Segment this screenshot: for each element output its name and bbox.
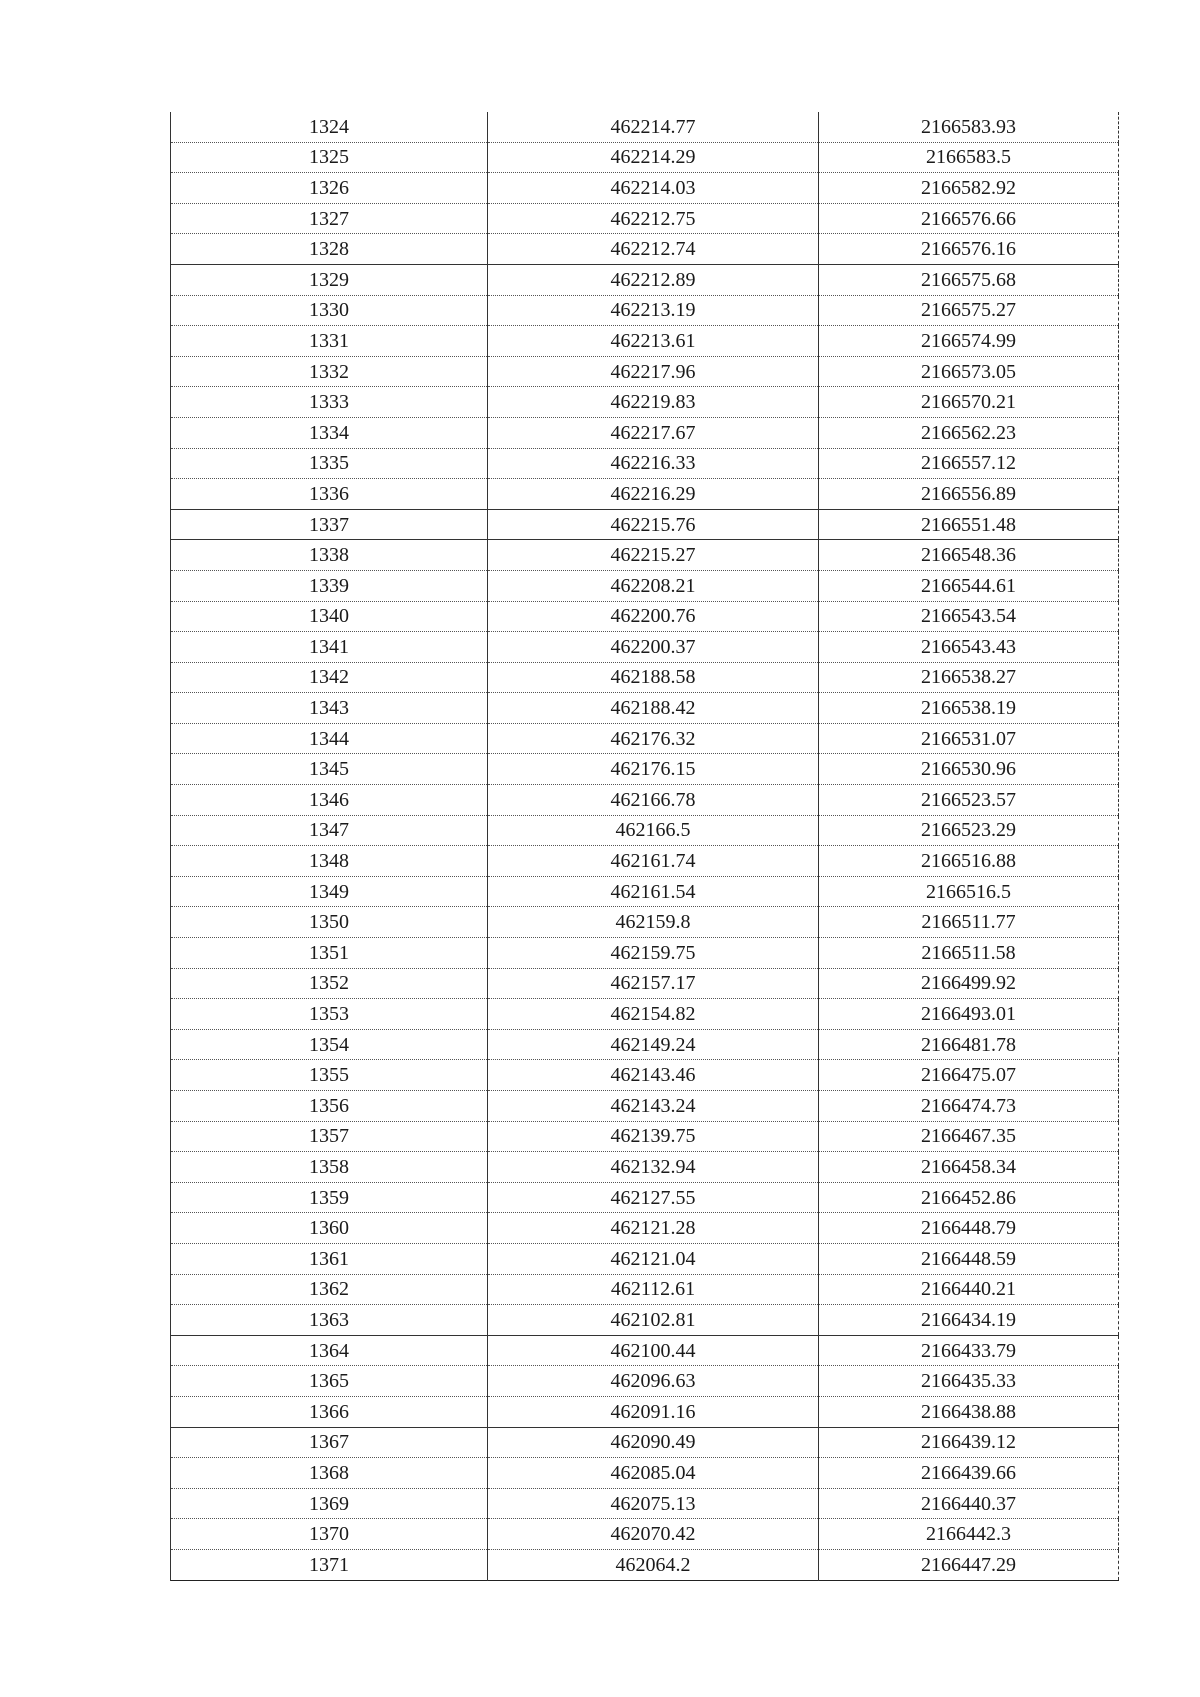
x-coordinate-cell: 462102.81 [488, 1305, 819, 1336]
x-coordinate-cell: 462143.46 [488, 1060, 819, 1091]
y-coordinate-cell: 2166575.27 [819, 295, 1119, 326]
point-number-cell: 1351 [171, 938, 488, 969]
x-coordinate-cell: 462213.61 [488, 326, 819, 357]
y-coordinate-cell: 2166435.33 [819, 1366, 1119, 1397]
y-coordinate-cell: 2166440.21 [819, 1274, 1119, 1305]
table-row [171, 1029, 1119, 1060]
table-row [171, 1366, 1119, 1397]
y-coordinate-cell: 2166538.27 [819, 662, 1119, 693]
x-coordinate-cell: 462188.58 [488, 662, 819, 693]
table-row [171, 326, 1119, 357]
coordinates-table-body [171, 112, 1119, 1580]
point-number-cell: 1324 [171, 112, 488, 142]
y-coordinate-cell: 2166557.12 [819, 448, 1119, 479]
point-number-cell: 1346 [171, 785, 488, 816]
y-coordinate-cell: 2166576.16 [819, 234, 1119, 265]
x-coordinate-cell: 462166.78 [488, 785, 819, 816]
x-coordinate-cell: 462070.42 [488, 1519, 819, 1550]
x-coordinate-cell: 462161.54 [488, 876, 819, 907]
point-number-cell: 1367 [171, 1427, 488, 1458]
y-coordinate-cell: 2166583.93 [819, 112, 1119, 142]
y-coordinate-cell: 2166439.12 [819, 1427, 1119, 1458]
point-number-cell: 1354 [171, 1029, 488, 1060]
table-row [171, 264, 1119, 295]
table-row [171, 1305, 1119, 1336]
point-number-cell: 1332 [171, 356, 488, 387]
y-coordinate-cell: 2166499.92 [819, 968, 1119, 999]
x-coordinate-cell: 462075.13 [488, 1488, 819, 1519]
point-number-cell: 1337 [171, 509, 488, 540]
y-coordinate-cell: 2166475.07 [819, 1060, 1119, 1091]
x-coordinate-cell: 462096.63 [488, 1366, 819, 1397]
point-number-cell: 1334 [171, 417, 488, 448]
point-number-cell: 1368 [171, 1458, 488, 1489]
y-coordinate-cell: 2166511.77 [819, 907, 1119, 938]
y-coordinate-cell: 2166556.89 [819, 479, 1119, 510]
y-coordinate-cell: 2166574.99 [819, 326, 1119, 357]
table-row [171, 968, 1119, 999]
table-row [171, 1274, 1119, 1305]
y-coordinate-cell: 2166433.79 [819, 1335, 1119, 1366]
point-number-cell: 1343 [171, 693, 488, 724]
y-coordinate-cell: 2166543.54 [819, 601, 1119, 632]
table-row [171, 1458, 1119, 1489]
point-number-cell: 1371 [171, 1549, 488, 1580]
y-coordinate-cell: 2166582.92 [819, 173, 1119, 204]
y-coordinate-cell: 2166452.86 [819, 1182, 1119, 1213]
point-number-cell: 1329 [171, 264, 488, 295]
x-coordinate-cell: 462143.24 [488, 1091, 819, 1122]
y-coordinate-cell: 2166548.36 [819, 540, 1119, 571]
point-number-cell: 1359 [171, 1182, 488, 1213]
table-row [171, 1335, 1119, 1366]
x-coordinate-cell: 462176.32 [488, 723, 819, 754]
table-row [171, 234, 1119, 265]
y-coordinate-cell: 2166516.88 [819, 846, 1119, 877]
table-row [171, 693, 1119, 724]
x-coordinate-cell: 462217.96 [488, 356, 819, 387]
x-coordinate-cell: 462091.16 [488, 1396, 819, 1427]
table-row [171, 387, 1119, 418]
point-number-cell: 1326 [171, 173, 488, 204]
x-coordinate-cell: 462217.67 [488, 417, 819, 448]
point-number-cell: 1327 [171, 203, 488, 234]
y-coordinate-cell: 2166562.23 [819, 417, 1119, 448]
point-number-cell: 1330 [171, 295, 488, 326]
table-row [171, 785, 1119, 816]
point-number-cell: 1335 [171, 448, 488, 479]
point-number-cell: 1355 [171, 1060, 488, 1091]
y-coordinate-cell: 2166438.88 [819, 1396, 1119, 1427]
point-number-cell: 1369 [171, 1488, 488, 1519]
y-coordinate-cell: 2166531.07 [819, 723, 1119, 754]
point-number-cell: 1340 [171, 601, 488, 632]
y-coordinate-cell: 2166544.61 [819, 570, 1119, 601]
y-coordinate-cell: 2166474.73 [819, 1091, 1119, 1122]
table-row [171, 356, 1119, 387]
point-number-cell: 1348 [171, 846, 488, 877]
table-row [171, 1243, 1119, 1274]
table-row [171, 632, 1119, 663]
y-coordinate-cell: 2166570.21 [819, 387, 1119, 418]
point-number-cell: 1328 [171, 234, 488, 265]
y-coordinate-cell: 2166442.3 [819, 1519, 1119, 1550]
y-coordinate-cell: 2166448.79 [819, 1213, 1119, 1244]
x-coordinate-cell: 462159.75 [488, 938, 819, 969]
table-row [171, 723, 1119, 754]
table-row [171, 1091, 1119, 1122]
y-coordinate-cell: 2166551.48 [819, 509, 1119, 540]
y-coordinate-cell: 2166530.96 [819, 754, 1119, 785]
table-row [171, 938, 1119, 969]
table-row [171, 203, 1119, 234]
x-coordinate-cell: 462100.44 [488, 1335, 819, 1366]
y-coordinate-cell: 2166467.35 [819, 1121, 1119, 1152]
x-coordinate-cell: 462149.24 [488, 1029, 819, 1060]
point-number-cell: 1339 [171, 570, 488, 601]
point-number-cell: 1356 [171, 1091, 488, 1122]
point-number-cell: 1325 [171, 142, 488, 173]
point-number-cell: 1347 [171, 815, 488, 846]
x-coordinate-cell: 462176.15 [488, 754, 819, 785]
x-coordinate-cell: 462166.5 [488, 815, 819, 846]
point-number-cell: 1360 [171, 1213, 488, 1244]
x-coordinate-cell: 462212.74 [488, 234, 819, 265]
table-row [171, 1213, 1119, 1244]
table-row [171, 1549, 1119, 1580]
table-row [171, 1152, 1119, 1183]
point-number-cell: 1344 [171, 723, 488, 754]
y-coordinate-cell: 2166573.05 [819, 356, 1119, 387]
table-row [171, 1427, 1119, 1458]
point-number-cell: 1357 [171, 1121, 488, 1152]
x-coordinate-cell: 462139.75 [488, 1121, 819, 1152]
x-coordinate-cell: 462154.82 [488, 999, 819, 1030]
x-coordinate-cell: 462213.19 [488, 295, 819, 326]
point-number-cell: 1365 [171, 1366, 488, 1397]
x-coordinate-cell: 462214.77 [488, 112, 819, 142]
y-coordinate-cell: 2166523.57 [819, 785, 1119, 816]
coordinates-table [170, 112, 1119, 1581]
y-coordinate-cell: 2166434.19 [819, 1305, 1119, 1336]
table-row [171, 907, 1119, 938]
x-coordinate-cell: 462188.42 [488, 693, 819, 724]
x-coordinate-cell: 462212.75 [488, 203, 819, 234]
x-coordinate-cell: 462208.21 [488, 570, 819, 601]
table-row [171, 479, 1119, 510]
point-number-cell: 1333 [171, 387, 488, 418]
point-number-cell: 1353 [171, 999, 488, 1030]
x-coordinate-cell: 462161.74 [488, 846, 819, 877]
table-row [171, 142, 1119, 173]
x-coordinate-cell: 462085.04 [488, 1458, 819, 1489]
y-coordinate-cell: 2166583.5 [819, 142, 1119, 173]
point-number-cell: 1364 [171, 1335, 488, 1366]
x-coordinate-cell: 462215.76 [488, 509, 819, 540]
table-row [171, 1519, 1119, 1550]
y-coordinate-cell: 2166493.01 [819, 999, 1119, 1030]
x-coordinate-cell: 462132.94 [488, 1152, 819, 1183]
y-coordinate-cell: 2166439.66 [819, 1458, 1119, 1489]
point-number-cell: 1336 [171, 479, 488, 510]
x-coordinate-cell: 462212.89 [488, 264, 819, 295]
y-coordinate-cell: 2166516.5 [819, 876, 1119, 907]
x-coordinate-cell: 462159.8 [488, 907, 819, 938]
y-coordinate-cell: 2166458.34 [819, 1152, 1119, 1183]
point-number-cell: 1331 [171, 326, 488, 357]
y-coordinate-cell: 2166440.37 [819, 1488, 1119, 1519]
point-number-cell: 1338 [171, 540, 488, 571]
table-row [171, 1121, 1119, 1152]
x-coordinate-cell: 462121.28 [488, 1213, 819, 1244]
table-row [171, 295, 1119, 326]
point-number-cell: 1342 [171, 662, 488, 693]
x-coordinate-cell: 462112.61 [488, 1274, 819, 1305]
x-coordinate-cell: 462216.29 [488, 479, 819, 510]
y-coordinate-cell: 2166447.29 [819, 1549, 1119, 1580]
y-coordinate-cell: 2166538.19 [819, 693, 1119, 724]
table-row [171, 173, 1119, 204]
y-coordinate-cell: 2166575.68 [819, 264, 1119, 295]
y-coordinate-cell: 2166511.58 [819, 938, 1119, 969]
point-number-cell: 1363 [171, 1305, 488, 1336]
table-row [171, 754, 1119, 785]
table-row [171, 662, 1119, 693]
point-number-cell: 1341 [171, 632, 488, 663]
x-coordinate-cell: 462200.76 [488, 601, 819, 632]
table-row [171, 1488, 1119, 1519]
y-coordinate-cell: 2166523.29 [819, 815, 1119, 846]
y-coordinate-cell: 2166448.59 [819, 1243, 1119, 1274]
table-row [171, 815, 1119, 846]
x-coordinate-cell: 462219.83 [488, 387, 819, 418]
x-coordinate-cell: 462216.33 [488, 448, 819, 479]
table-row [171, 999, 1119, 1030]
y-coordinate-cell: 2166576.66 [819, 203, 1119, 234]
point-number-cell: 1345 [171, 754, 488, 785]
x-coordinate-cell: 462090.49 [488, 1427, 819, 1458]
x-coordinate-cell: 462214.03 [488, 173, 819, 204]
table-row [171, 417, 1119, 448]
table-row [171, 570, 1119, 601]
point-number-cell: 1370 [171, 1519, 488, 1550]
table-row [171, 112, 1119, 142]
x-coordinate-cell: 462157.17 [488, 968, 819, 999]
point-number-cell: 1350 [171, 907, 488, 938]
x-coordinate-cell: 462127.55 [488, 1182, 819, 1213]
table-row [171, 846, 1119, 877]
x-coordinate-cell: 462214.29 [488, 142, 819, 173]
point-number-cell: 1361 [171, 1243, 488, 1274]
table-row [171, 1060, 1119, 1091]
table-row [171, 601, 1119, 632]
table-row [171, 1396, 1119, 1427]
table-row [171, 448, 1119, 479]
table-row [171, 540, 1119, 571]
point-number-cell: 1349 [171, 876, 488, 907]
table-row [171, 876, 1119, 907]
y-coordinate-cell: 2166543.43 [819, 632, 1119, 663]
x-coordinate-cell: 462121.04 [488, 1243, 819, 1274]
x-coordinate-cell: 462064.2 [488, 1549, 819, 1580]
point-number-cell: 1358 [171, 1152, 488, 1183]
x-coordinate-cell: 462200.37 [488, 632, 819, 663]
x-coordinate-cell: 462215.27 [488, 540, 819, 571]
table-row [171, 1182, 1119, 1213]
point-number-cell: 1352 [171, 968, 488, 999]
table-row [171, 509, 1119, 540]
point-number-cell: 1366 [171, 1396, 488, 1427]
y-coordinate-cell: 2166481.78 [819, 1029, 1119, 1060]
point-number-cell: 1362 [171, 1274, 488, 1305]
